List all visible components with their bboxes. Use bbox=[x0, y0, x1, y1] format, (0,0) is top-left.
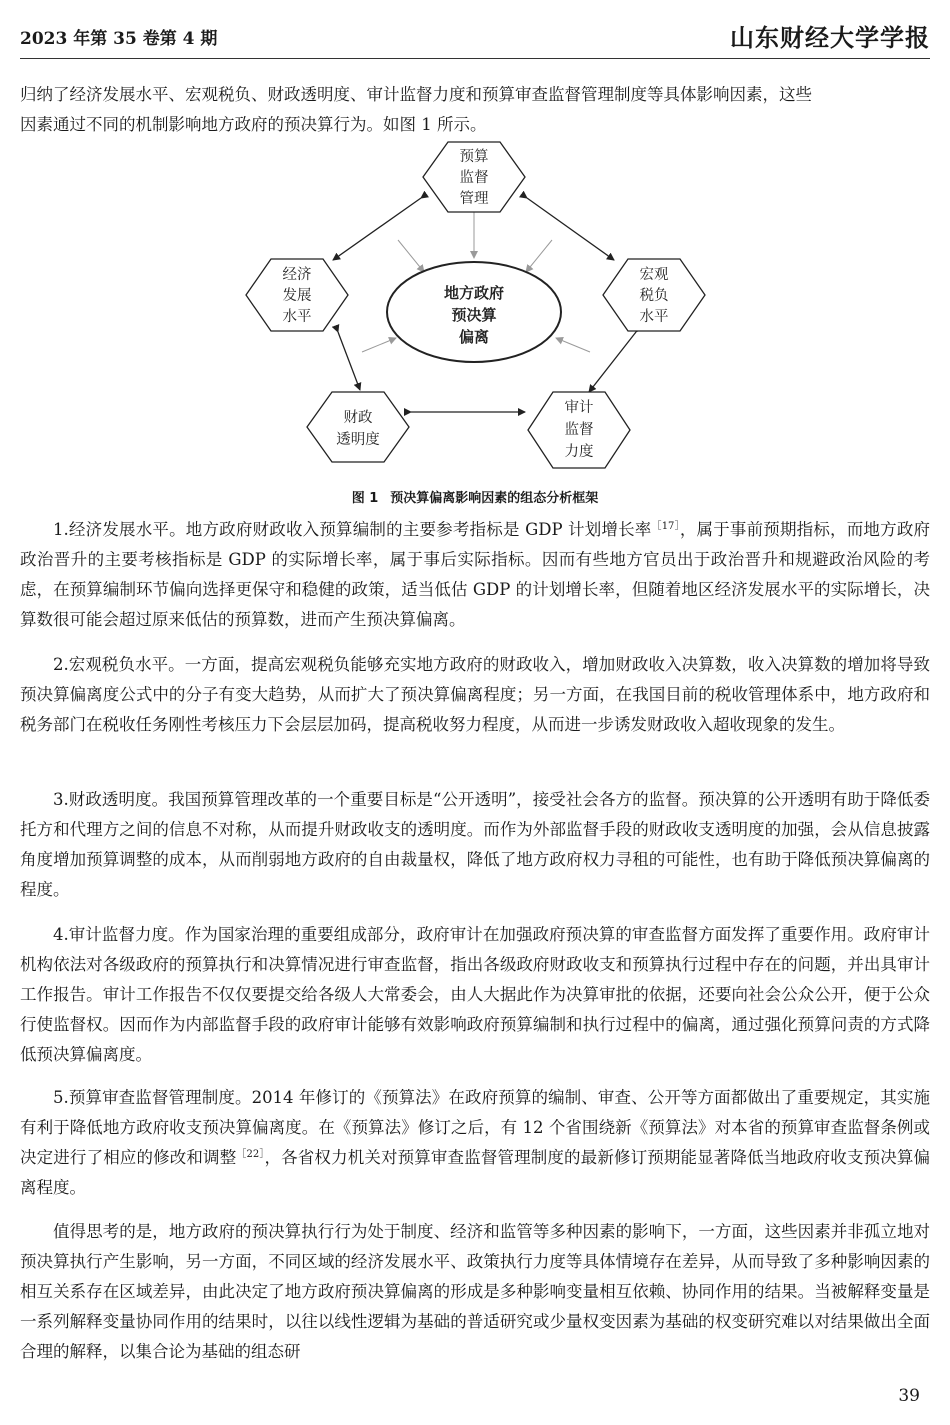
paragraph-reflection: 值得思考的是，地方政府的预决算执行行为处于制度、经济和监管等多种因素的影响下，一方面，这些因素并非孤立地对预决算执行产生影响，另一方面，不同区域的经济发展水平、政策执行力度等具体情境存在差异，从而导致了多种影响因素的相互关系存在区域差异，由此决定了地方政府预决算偏离的形成是多种影响变量相互依赖、协同作用的结果。当被解释变量是一系列解释变量协同作用的结果时，以往以线性逻辑为基础的普适研究或少量权变因素为基础的权变研究难以对结果做出全面合理的解释，以集合论为基础的组态研 bbox=[20, 1222, 930, 1361]
node-left-line-1: 经济 bbox=[282, 267, 312, 283]
node-right-line-2: 税负 bbox=[639, 288, 669, 304]
center-line-1: 地方政府 bbox=[443, 284, 505, 302]
node-top-line-2: 监督 bbox=[459, 170, 489, 186]
node-right-line-3: 水平 bbox=[639, 309, 669, 325]
framework-figure bbox=[200, 140, 750, 485]
page-header bbox=[20, 14, 930, 54]
caption-label: 图 1 bbox=[351, 491, 379, 506]
header-rule bbox=[20, 58, 930, 59]
paragraph-audit-supervision: 4.审计监督力度。作为国家治理的重要组成部分，政府审计在加强政府预决算的审查监督方面发挥了重要作用。政府审计机构依法对各级政府的预算执行和决算情况进行审查监督，指出各级政府财政收支和预算执行过程中存在的问题，并出具审计工作报告。审计工作报告不仅仅要提交给各级人大常委会，由人大据此作为决算审批的依据，还要向社会公众公开，便于公众行使监督权。因而作为内部监督手段的政府审计能够有效影响政府预算编制和执行过程中的偏离，通过强化预算问责的方式降低预决算偏离度。 bbox=[20, 925, 930, 1064]
arrow-right-bottomright bbox=[589, 332, 636, 392]
caption-text: 预决算偏离影响因素的组态分析框架 bbox=[390, 491, 599, 506]
node-top-line-1: 预算 bbox=[459, 149, 489, 165]
journal-logo: 山东财经大学学报 bbox=[730, 23, 930, 52]
center-line-2: 预决算 bbox=[451, 306, 497, 324]
citation-17: ［17］ bbox=[651, 521, 680, 532]
node-left-line-3: 水平 bbox=[282, 309, 312, 325]
node-left-line-2: 发展 bbox=[282, 288, 312, 304]
gray-arrow-top-left bbox=[398, 240, 424, 272]
node-br-line-1: 审计 bbox=[564, 400, 594, 416]
node-bl-line-2: 透明度 bbox=[336, 432, 380, 448]
arrow-top-left bbox=[333, 198, 421, 260]
intro-line-1: 归纳了经济发展水平、宏观税负、财政透明度、审计监督力度和预算审查监督管理制度等具体影响因素，这些 bbox=[20, 85, 812, 104]
gray-arrow-bottom-left bbox=[362, 338, 396, 352]
node-bl-line-1: 财政 bbox=[343, 410, 373, 426]
citation-22: ［22］ bbox=[236, 1149, 265, 1160]
center-line-3: 偏离 bbox=[458, 328, 490, 346]
p5-text-a: 5.预算审查监督管理制度。2014 年修订的《预算法》在政府预算的编制、审查、公开等方面都做出了重要规定，其实施有利于降低地方政府收支预决算偏离度。在《预算法》修订之后，有 12 个省围绕新《预算法》对本省的预算审查监督条例或决定进行了相应的修改和调整 bbox=[20, 1088, 930, 1167]
node-right-line-1: 宏观 bbox=[639, 267, 669, 283]
arrow-left-bottomleft bbox=[338, 332, 360, 390]
paragraph-fiscal-transparency: 3.财政透明度。我国预算管理改革的一个重要目标是“公开透明”，接受社会各方的监督。预决算的公开透明有助于降低委托方和代理方之间的信息不对称，从而提升财政收支的透明度。而作为外部监督手段的财政收支透明度的加强，会从信息披露角度增加预算调整的成本，从而削弱地方政府的自由裁量权，降低了地方政府权力寻租的可能性，也有助于降低预决算偏离的程度。 bbox=[20, 790, 930, 899]
arrow-top-right bbox=[527, 198, 614, 260]
node-top-line-3: 管理 bbox=[459, 191, 489, 207]
p1-text-b: ，属于事前预期指标，而地方政府政治晋升的主要考核指标是 GDP 的实际增长率，属于事后实际指标。因而有些地方官员出于政治晋升和规避政治风险的考虑，在预算编制环节偏向选择更保守和稳健的政策，适当低估 GDP 的计划增长率，但随着地区经济发展水平的实际增长，决算数很可能会超过原来低估的预算数，进而产生预决算偏离。 bbox=[20, 520, 931, 629]
gray-arrow-top-right bbox=[526, 240, 552, 272]
page-number: 39 bbox=[898, 1386, 920, 1406]
p5-text-b: ，各省权力机关对预算审查监督管理制度的最新修订预期能显著降低当地政府收支预决算偏离程度。 bbox=[20, 1148, 931, 1197]
intro-paragraph bbox=[20, 80, 930, 140]
figure-caption bbox=[0, 487, 950, 506]
paragraph-macro-tax: 2.宏观税负水平。一方面，提高宏观税负能够充实地方政府的财政收入，增加财政收入决算数，收入决算数的增加将导致预决算偏离度公式中的分子有变大趋势，从而扩大了预决算偏离程度；另一方面，在我国目前的税收管理体系中，地方政府和税务部门在税收任务刚性考核压力下会层层加码，提高税收努力程度，从而进一步诱发财政收入超收现象的发生。 bbox=[20, 655, 930, 734]
issue-label: 2023 年第 35 卷第 4 期 bbox=[20, 29, 218, 49]
node-fiscal-transparency bbox=[307, 392, 409, 462]
gray-arrow-bottom-right bbox=[556, 338, 590, 352]
intro-line-2: 因素通过不同的机制影响地方政府的预决算行为。如图 1 所示。 bbox=[20, 115, 487, 134]
p1-text-a: 1.经济发展水平。地方政府财政收入预算编制的主要参考指标是 GDP 计划增长率 bbox=[53, 520, 652, 539]
node-br-line-3: 力度 bbox=[564, 444, 594, 460]
paragraph-budget-review bbox=[20, 1083, 930, 1203]
paragraph-economic-development bbox=[20, 515, 930, 635]
node-br-line-2: 监督 bbox=[564, 422, 594, 438]
